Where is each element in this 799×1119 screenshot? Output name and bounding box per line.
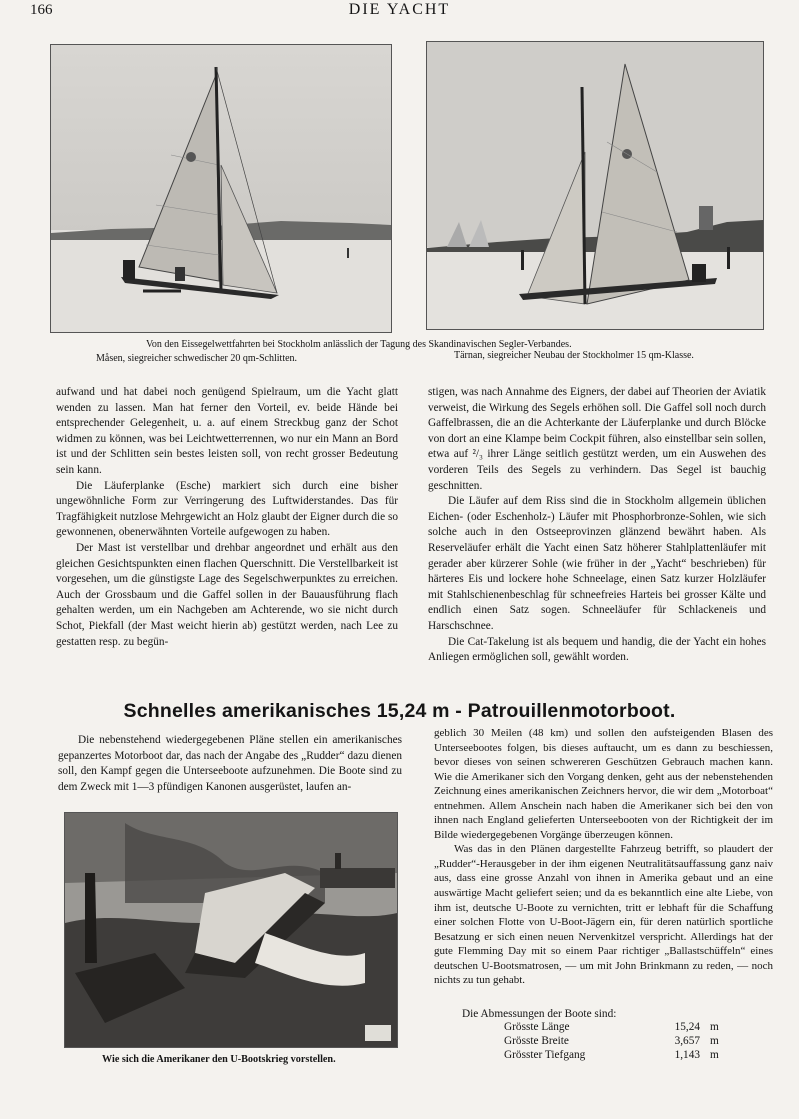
article2-left-paragraph: Die nebenstehend wiedergegebenen Pläne stellen ein amerikanisches gepanzertes Motorboot dar, das nach der Angabe des „Rudder“ dazu dienen soll, den Kampf gegen die Unterseeboote aufzunehmen. Die Boote sind zu dem Zweck mit 1—3 pfündigen Kanonen ausgerüstet, laufen an- — [58, 734, 402, 793]
dimension-unit: m — [710, 1049, 719, 1061]
page-number: 166 — [30, 2, 53, 18]
dimension-label: Grösste Breite — [504, 1035, 569, 1047]
uboat-war-image — [65, 813, 397, 1047]
dimension-row — [504, 1020, 719, 1034]
article2-right-paragraph: Was das in den Plänen dargestellte Fahrzeug betrifft, so plaudert der „Rudder“-Herausgeber in der ihm eigenen Neutralitätsauffassung ganz naiv aus, dass eine grosse Anzahl von ihnen in Amerika gebaut und an eine auswärtige Macht geliefert seien; und da es bekanntlich eine alte Liebe, von ihm ist, deutsche U-Boote zu vernichten, tritt er lebhaft für die Schaffung einer solchen Flotte von U-Boot-Jägern ein, für deren natürlich sportliche Besatzung er sich einen neuen Nervenkitzel verspricht. Allerdings hat der gute Flemming Day mit so einem Paar richtiger „Ballastschüffeln“ eines deutschen U-Bootsmatrosen, — um mit John Brinkmann zu reden, — noch nichts zu tun gehabt. — [434, 843, 773, 987]
dimensions-table — [504, 1020, 719, 1062]
dimension-value: 15,24 — [674, 1021, 700, 1033]
article1-left-paragraph: Die Läuferplanke (Esche) markiert sich durch eine bisher ungewöhnliche Form zur Verringerung des Luftwiderstandes. Das für Tragfähigkeit nutzlose Mehrgewicht an Holz glaubt der Eigner durch die so gewonnenen, obenerwähnten Vorteile aufgewogen zu haben. — [56, 479, 398, 539]
ice-yacht-left-image — [51, 45, 391, 332]
dimension-row — [504, 1048, 719, 1062]
illustration-caption: Wie sich die Amerikaner den U-Bootskrieg vorstellen. — [102, 1054, 336, 1065]
article1-left-paragraph: aufwand und hat dabei noch genügend Spielraum, um die Yacht glatt wenden zu lassen. Man hat ferner den Vorteil, ev. beide Hände bei entsprechender Gelegenheit, u. a. auf einem Streckbug ganz der Schot widmen zu können, was bei Leichtwetterrennen, wo nur ein Mann an Bord ist und der Schlitten sein bestes leisten soll, von recht grosser Bedeutung sein kann. — [56, 386, 398, 476]
ice-yacht-right-image — [427, 42, 763, 329]
ice-yacht-right-photo — [426, 41, 764, 330]
ice-yacht-left-photo — [50, 44, 392, 333]
dimension-unit: m — [710, 1035, 719, 1047]
dimension-label: Grösster Tiefgang — [504, 1049, 586, 1061]
article2-right-column — [434, 726, 773, 988]
dimension-value: 3,657 — [674, 1035, 700, 1047]
uboat-war-illustration — [64, 812, 398, 1048]
dimension-row — [504, 1034, 719, 1048]
article2-headline: Schnelles amerikanisches 15,24 m - Patrouillenmotorboot. — [123, 700, 676, 722]
article2-right-paragraph: geblich 30 Meilen (48 km) und sollen den aufsteigenden Blasen des Unterseebootes folgen, bis dieses auftaucht, um es dann zu beschiessen, bevor dieses von seinen schwereren Geschützen Gebrauch machen kann. Wie die Amerikaner sich den Vorgang denken, geht aus der nebenstehenden Zeichnung eines amerikanischen Zeichners hervor, die wir dem „Motorboat“ entnehmen. Allem Anschein nach haben die Amerikaner sich bei den von ihnen nach England gelieferten Unterseebooten von der Richtigkeit der im Bilde wiedergegebenen Vorgänge überzeugen können. — [434, 727, 773, 841]
photo-caption-main: Von den Eissegelwettfahrten bei Stockholm anlässlich der Tagung des Skandinavischen Segler-Verbandes. — [146, 339, 572, 350]
dimensions-intro: Die Abmessungen der Boote sind: — [462, 1008, 617, 1020]
article1-right-paragraph: stigen, was nach Annahme des Eigners, der dabei auf Theorien der Aviatik verweist, die Wirkung des Segels erhöhen soll. Die Gaffel soll noch durch Gaffelbrassen, die an die Achterkante der Läuferplanke und durch Blöcke von dort an eine Klampe beim Cockpit führen, also einstellbar sein sollen, etwa auf ²/₃ ihrer Länge seitlich gestützt werden, um ein Auswehen des vorderen Teils des Segels zu verhindern. Das Segel ist bauchig geschnitten. — [428, 386, 766, 492]
photo-caption-right: Tärnan, siegreicher Neubau der Stockholmer 15 qm-Klasse. — [454, 350, 694, 361]
article2-left-column — [58, 733, 402, 795]
article1-right-paragraph: Die Cat-Takelung ist als bequem und handig, die der Yacht ein hohes Anliegen ermöglichen soll, gewählt worden. — [428, 635, 766, 664]
article1-right-column — [428, 385, 766, 666]
dimension-label: Grösste Länge — [504, 1021, 570, 1033]
article1-left-paragraph: Der Mast ist verstellbar und drehbar angeordnet und erhält aus den gleichen Gesichtspunkten einen flachen Querschnitt. Die Verstellbarkeit ist vorgesehen, um die günstigste Lage des Segelschwerpunktes zu erreichen. Auch der Grossbaum und die Gaffel sollen in der Bauausführung flach gehalten werden, um ein Nachgeben am Achterende, wo sie nicht durch Schot, Piekfall (der Mast weicht hierin ab) gestützt werden, nach Lee zu gestatten resp. zu begün- — [56, 541, 398, 648]
dimension-unit: m — [710, 1021, 719, 1033]
dimension-value: 1,143 — [674, 1049, 700, 1061]
running-title: DIE YACHT — [348, 1, 451, 18]
article1-right-paragraph: Die Läufer auf dem Riss sind die in Stockholm allgemein üblichen Eichen- (oder Eschenholz-) Läufer mit Phosphorbronze-Sohlen, wie sich solche auch in den Ostseeprovinzen glänzend bewährt haben. Als Reserveläufer erhält die Yacht einen Satz höherer Stahlplattenläufer mit gerader aber kürzerer Sohle (wie früher in der „Yacht“ beschrieben) für härteres Eis und lockere hohe Schneelage, einen Satz kurzer Holzläufer mit Stahlschienenbeschlag für schneefreies Hartеis bei grosser Kälte und endlich einen Satz sogen. Schneeläufer für Schlackeneis und Harschschnee. — [428, 495, 766, 632]
photo-caption-left: Måsen, siegreicher schwedischer 20 qm-Schlitten. — [96, 353, 298, 364]
article1-left-column — [56, 385, 398, 650]
